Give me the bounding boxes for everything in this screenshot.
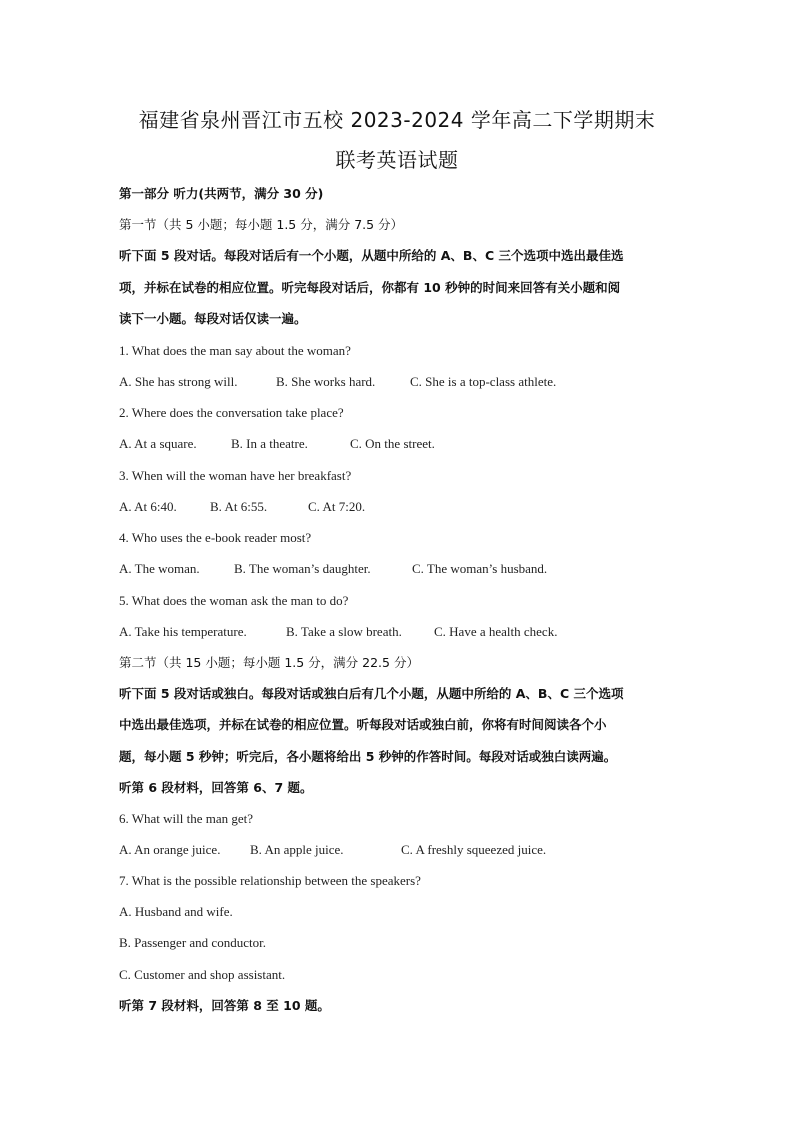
section1-instruction-line-1: 听下面 5 段对话。每段对话后有一个小题，从题中所给的 A、B、C 三个选项中选出最佳选 [119, 248, 624, 263]
section1-instruction-line-2: 项，并标在试卷的相应位置。听完每段对话后，你都有 10 秒钟的时间来回答有关小题和阅 [119, 280, 621, 295]
question-5-stem: 5. What does the woman ask the man to do? [119, 593, 349, 608]
question-2-option-a: A. At a square. [119, 436, 197, 451]
question-7-option-b: B. Passenger and conductor. [119, 935, 266, 950]
question-6-option-b: B. An apple juice. [250, 842, 344, 857]
exam-title-line-2: 联考英语试题 [335, 148, 459, 172]
question-4-option-b: B. The woman’s daughter. [234, 561, 371, 576]
question-7-option-c: C. Customer and shop assistant. [119, 967, 286, 982]
question-1-option-a: A. She has strong will. [119, 374, 238, 389]
question-1-option-b: B. She works hard. [276, 374, 376, 389]
question-3-option-c: C. At 7:20. [308, 499, 366, 514]
section2-instruction-line-2: 中选出最佳选项，并标在试卷的相应位置。听每段对话或独白前，你将有时间阅读各个小 [119, 717, 607, 732]
question-3-stem: 3. When will the woman have her breakfast? [119, 468, 352, 483]
question-4-option-a: A. The woman. [119, 561, 200, 576]
section1-heading: 第一节（共 5 小题；每小题 1.5 分，满分 7.5 分） [119, 217, 404, 232]
question-4-stem: 4. Who uses the e-book reader most? [119, 530, 312, 545]
question-2-option-c: C. On the street. [350, 436, 435, 451]
part1-heading: 第一部分 听力(共两节，满分 30 分) [119, 186, 324, 201]
material-7-heading: 听第 7 段材料，回答第 8 至 10 题。 [119, 998, 330, 1013]
material-6-heading: 听第 6 段材料，回答第 6、7 题。 [119, 780, 313, 795]
question-4-option-c: C. The woman’s husband. [412, 561, 548, 576]
section2-heading: 第二节（共 15 小题；每小题 1.5 分，满分 22.5 分） [119, 655, 419, 670]
question-2-stem: 2. Where does the conversation take place? [119, 405, 344, 420]
question-6-stem: 6. What will the man get? [119, 811, 254, 826]
section1-instruction-line-3: 读下一小题。每段对话仅读一遍。 [119, 311, 307, 326]
section2-instruction-line-1: 听下面 5 段对话或独白。每段对话或独白后有几个小题，从题中所给的 A、B、C 三个选项 [119, 686, 624, 701]
question-5-option-b: B. Take a slow breath. [286, 624, 402, 639]
question-7-stem: 7. What is the possible relationship between the speakers? [119, 873, 421, 888]
question-3-option-b: B. At 6:55. [210, 499, 268, 514]
question-1-option-c: C. She is a top-class athlete. [410, 374, 557, 389]
question-1-stem: 1. What does the man say about the woman? [119, 343, 351, 358]
question-6-option-c: C. A freshly squeezed juice. [401, 842, 547, 857]
question-5-option-a: A. Take his temperature. [119, 624, 247, 639]
question-6-option-a: A. An orange juice. [119, 842, 221, 857]
question-3-option-a: A. At 6:40. [119, 499, 177, 514]
exam-title-line-1: 福建省泉州晋江市五校 2023-2024 学年高二下学期期末 [138, 108, 656, 132]
question-7-option-a: A. Husband and wife. [119, 904, 233, 919]
section2-instruction-line-3: 题，每小题 5 秒钟；听完后，各小题将给出 5 秒钟的作答时间。每段对话或独白读两遍。 [119, 749, 617, 764]
question-5-option-c: C. Have a health check. [434, 624, 558, 639]
question-2-option-b: B. In a theatre. [231, 436, 308, 451]
